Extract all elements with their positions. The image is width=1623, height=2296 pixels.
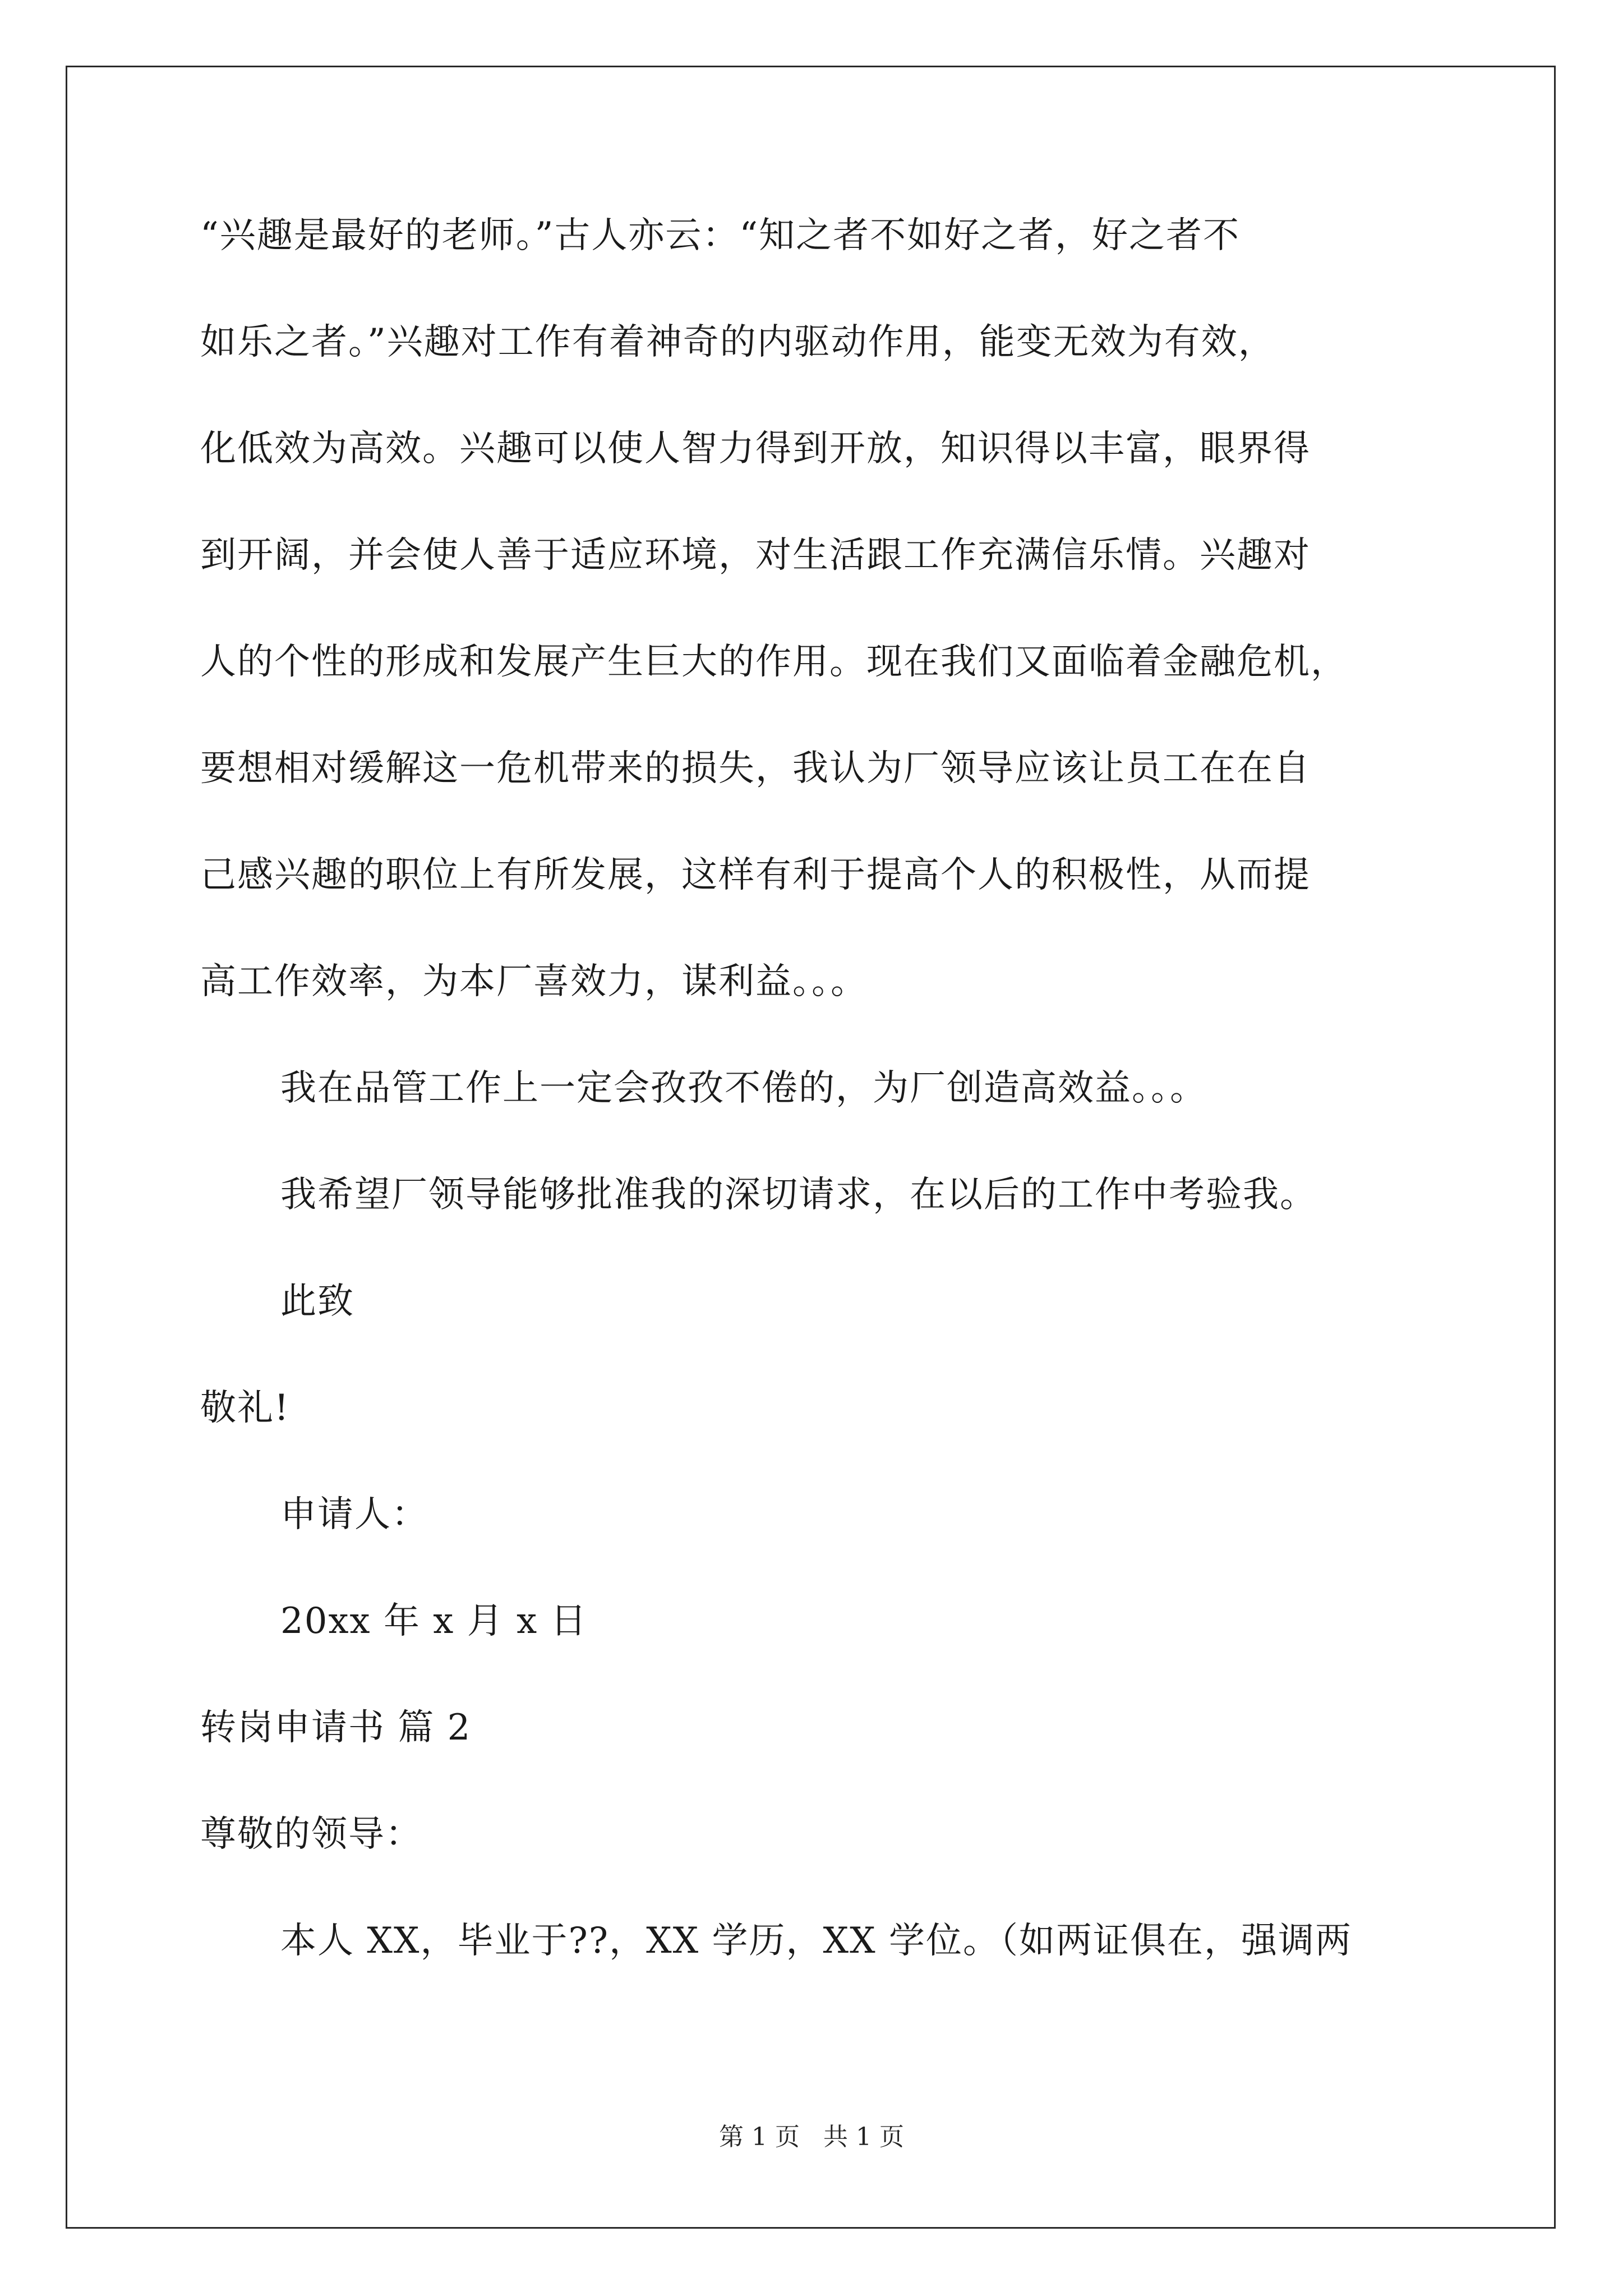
body-line: “兴趣是最好的老师。”古人亦云：“知之者不如好之者，好之者不 (200, 215, 1241, 256)
applicant-label: 申请人： (280, 1494, 428, 1535)
closing-salutation: 此致 (280, 1281, 354, 1322)
page-footer: 第 1 页 共 1 页 (719, 2123, 904, 2151)
body-line: 己感兴趣的职位上有所发展，这样有利于提高个人的积极性，从而提 (200, 854, 1311, 896)
body-line: 到开阔，并会使人善于适应环境，对生活跟工作充满信乐情。兴趣对 (200, 535, 1311, 576)
body-line: 我希望厂领导能够批准我的深切请求，在以后的工作中考验我。 (280, 1174, 1317, 1216)
body-line: 我在品管工作上一定会孜孜不倦的，为厂创造高效益。。。 (280, 1068, 1207, 1109)
section-heading: 转岗申请书 篇 2 (200, 1707, 472, 1749)
body-line: 本人 XX，毕业于??，XX 学历，XX 学位。（如两证俱在，强调两 (280, 1920, 1353, 1962)
body-line: 人的个性的形成和发展产生巨大的作用。现在我们又面临着金融危机， (200, 641, 1348, 683)
closing-regards: 敬礼! (200, 1387, 290, 1429)
date-line: 20xx 年 x 月 x 日 (280, 1600, 588, 1642)
body-line: 化低效为高效。兴趣可以使人智力得到开放，知识得以丰富，眼界得 (200, 428, 1311, 470)
body-line: 高工作效率，为本厂喜效力，谋利益。。。 (200, 961, 868, 1002)
page-border (66, 66, 1556, 2229)
greeting: 尊敬的领导： (200, 1814, 422, 1855)
body-line: 要想相对缓解这一危机带来的损失，我认为厂领导应该让员工在在自 (200, 748, 1311, 789)
body-line: 如乐之者。”兴趣对工作有着神奇的内驱动作用，能变无效为有效， (200, 321, 1275, 363)
